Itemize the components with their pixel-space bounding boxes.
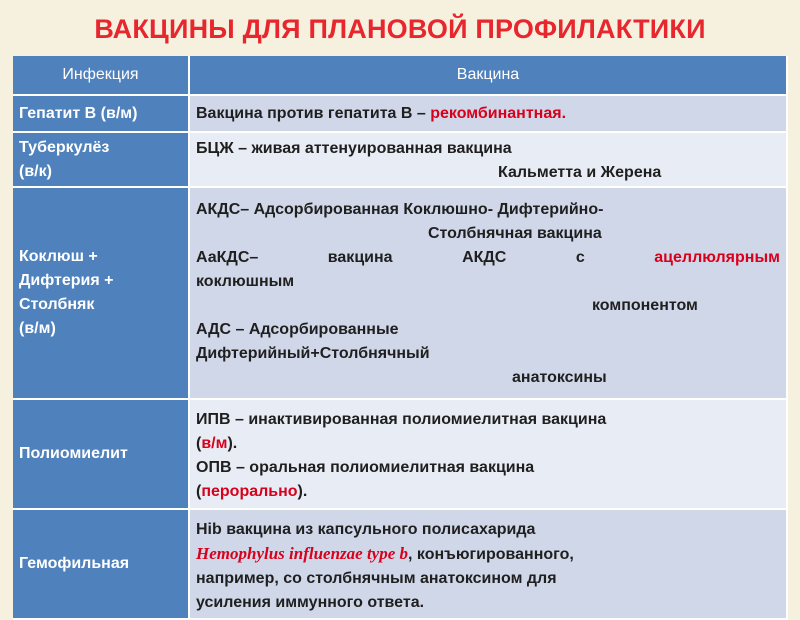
vaccine-word: вакцина bbox=[327, 249, 393, 266]
column-header-vaccine: Вакцина bbox=[189, 56, 787, 95]
vaccine-highlight: Hemophylus influenzae type b bbox=[196, 543, 409, 563]
vaccine-highlight: рекомбинантная. bbox=[430, 104, 567, 122]
vaccine-line: Столбнячная вакцина bbox=[428, 225, 602, 242]
vaccine-word: с bbox=[575, 249, 585, 266]
vaccine-text: , конъюгированного, bbox=[408, 545, 574, 563]
vaccine-table bbox=[13, 56, 788, 620]
vaccine-line: Hib вакцина из капсульного полисахарида bbox=[196, 520, 536, 538]
infection-line: Туберкулёз bbox=[19, 138, 110, 156]
vaccine-line: Дифтерийный+Столбнячный bbox=[196, 345, 430, 362]
vaccine-line: компонентом bbox=[592, 297, 698, 314]
vaccine-line: БЦЖ – живая аттенуированная вакцина bbox=[196, 139, 512, 157]
vaccine-highlight: в/м bbox=[201, 435, 228, 452]
table-header-row bbox=[13, 56, 787, 95]
table-row bbox=[13, 399, 787, 509]
vaccine-line: Кальметта и Жерена bbox=[498, 163, 662, 181]
vaccine-line: например, со столбнячным анатоксином для bbox=[196, 569, 557, 587]
vaccine-text: ( bbox=[196, 435, 202, 452]
infection-cell: Гепатит В (в/м) bbox=[13, 95, 189, 132]
vaccine-text: ). bbox=[297, 483, 308, 500]
vaccine-line bbox=[196, 432, 780, 456]
vaccine-cell bbox=[189, 399, 787, 509]
vaccine-highlight: ацеллюлярным bbox=[654, 249, 780, 266]
vaccine-cell bbox=[189, 132, 787, 187]
infection-line: (в/к) bbox=[19, 162, 52, 180]
vaccine-line bbox=[196, 542, 780, 567]
table-row bbox=[13, 132, 787, 187]
vaccine-line: коклюшным bbox=[196, 273, 295, 290]
vaccine-highlight: перорально bbox=[201, 483, 298, 500]
vaccine-text: ). bbox=[227, 435, 238, 452]
vaccine-line bbox=[196, 246, 780, 270]
vaccine-line: АДС – Адсорбированные bbox=[196, 321, 399, 338]
vaccine-line: усиления иммунного ответа. bbox=[196, 593, 425, 611]
vaccine-line: ОПВ – оральная полиомиелитная вакцина bbox=[196, 459, 535, 476]
column-header-infection: Инфекция bbox=[13, 56, 189, 95]
vaccine-cell bbox=[189, 187, 787, 399]
infection-cell bbox=[13, 187, 189, 399]
vaccine-word: АКДС bbox=[462, 249, 507, 266]
vaccine-line: анатоксины bbox=[512, 369, 607, 386]
infection-line: Дифтерия + bbox=[19, 272, 114, 289]
table-row bbox=[13, 95, 787, 132]
vaccine-line: ИПВ – инактивированная полиомиелитная вакцина bbox=[196, 411, 607, 428]
infection-line: (в/м) bbox=[19, 320, 56, 337]
vaccine-text: Вакцина против гепатита В – bbox=[196, 104, 431, 122]
table-row bbox=[13, 509, 787, 619]
infection-cell: Гемофильная bbox=[13, 509, 189, 619]
vaccine-word: АаКДС– bbox=[196, 249, 259, 266]
vaccine-text: ( bbox=[196, 483, 202, 500]
infection-cell bbox=[13, 132, 189, 187]
vaccine-line: АКДС– Адсорбированная Коклюшно- Дифтерийно- bbox=[196, 201, 604, 218]
vaccine-cell bbox=[189, 509, 787, 619]
vaccine-cell bbox=[189, 95, 787, 132]
page-title: ВАКЦИНЫ ДЛЯ ПЛАНОВОЙ ПРОФИЛАКТИКИ bbox=[94, 14, 706, 44]
infection-line: Коклюш + bbox=[19, 248, 98, 265]
infection-cell: Полиомиелит bbox=[13, 399, 189, 509]
table-row bbox=[13, 187, 787, 399]
infection-line: Столбняк bbox=[19, 296, 95, 313]
vaccine-line bbox=[196, 480, 780, 504]
